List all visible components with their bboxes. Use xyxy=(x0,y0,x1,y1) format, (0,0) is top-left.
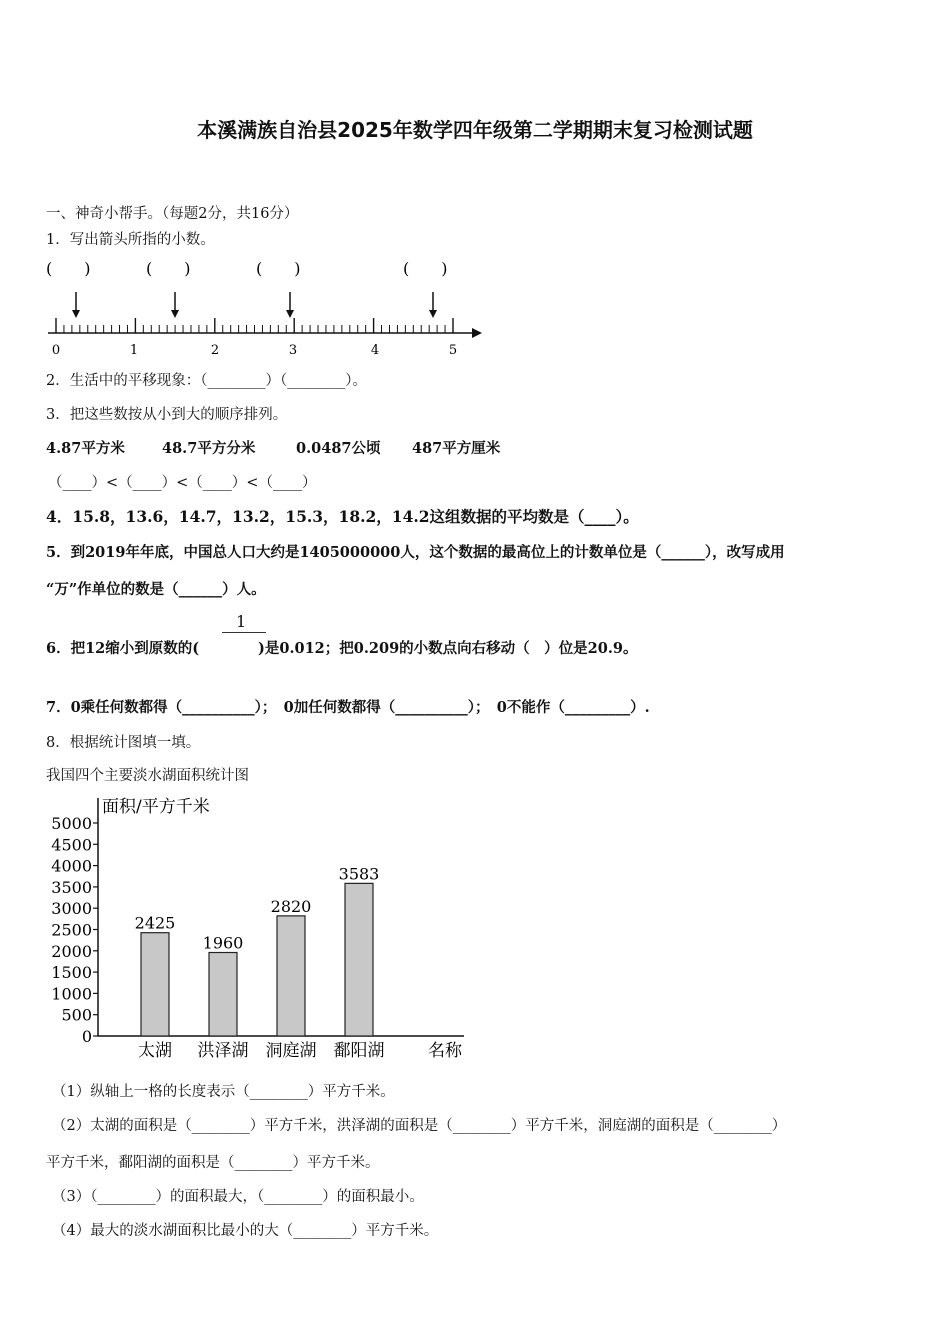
item-1: 4.87平方米 xyxy=(46,440,125,457)
fraction-numerator: 1 xyxy=(236,612,247,631)
category-label-3: 洞庭湖 xyxy=(265,1041,317,1061)
question-8-part-4: （4）最大的淡水湖面积比最小的大（________）平方千米。 xyxy=(52,1223,439,1239)
question-3: 3．把这些数按从小到大的顺序排列。 xyxy=(46,407,288,423)
bars xyxy=(135,864,385,1061)
bar-value-label-3: 2820 xyxy=(270,896,312,916)
chart-title: 我国四个主要淡水湖面积统计图 xyxy=(46,768,249,784)
bar-value-label-2: 1960 xyxy=(202,933,244,953)
arrow-1 xyxy=(72,292,80,318)
answer-blank-2: ( ) xyxy=(146,259,191,278)
item-4: 487平方厘米 xyxy=(412,440,501,457)
tick-label-2: 2 xyxy=(210,343,220,358)
category-label-2: 洪泽湖 xyxy=(197,1041,249,1061)
tick-label-5: 5 xyxy=(448,343,458,358)
y-axis-label: 面积/平方千米 xyxy=(102,797,210,817)
question-1: 1．写出箭头所指的小数。 xyxy=(46,232,215,248)
number-line xyxy=(40,255,490,360)
bar-chart xyxy=(40,790,480,1065)
x-axis-label: 名称 xyxy=(428,1041,462,1061)
y-tick-label: 2500 xyxy=(51,920,92,940)
question-8: 8．根据统计图填一填。 xyxy=(46,735,201,751)
y-tick-label: 4500 xyxy=(51,835,92,855)
y-tick-label: 0 xyxy=(81,1027,92,1046)
y-tick-label: 4000 xyxy=(51,856,92,876)
arrow-2 xyxy=(171,292,179,318)
question-5-line-2: “万”作单位的数是（______）人。 xyxy=(46,581,266,598)
y-tick-label: 2000 xyxy=(51,941,92,961)
question-2: 2．生活中的平移现象：（________）（________）。 xyxy=(46,373,367,389)
question-8-part-3: （3）（________）的面积最大，（________）的面积最小。 xyxy=(52,1189,424,1205)
question-8-part-1: （1）纵轴上一格的长度表示（________）平方千米。 xyxy=(52,1084,395,1100)
tick-label-0: 0 xyxy=(51,343,61,358)
bar-value-label-4: 3583 xyxy=(338,864,380,884)
tick-label-4: 4 xyxy=(370,343,380,358)
section-heading: 一、神奇小帮手。（每题2分，共16分） xyxy=(46,206,299,222)
y-tick-label: 5000 xyxy=(51,814,92,833)
bar-value-label-1: 2425 xyxy=(134,913,176,933)
answer-blank-3: ( ) xyxy=(256,259,301,278)
y-tick-label: 3000 xyxy=(51,899,92,919)
category-label-1: 太湖 xyxy=(138,1041,172,1061)
question-6-end: )是0.012；把0.209的小数点向右移动（ ）位是20.9。 xyxy=(258,640,638,657)
answer-blank-4: ( ) xyxy=(403,259,448,278)
fraction-bar xyxy=(222,632,266,633)
category-label-4: 鄱阳湖 xyxy=(333,1041,385,1061)
y-tick-label: 500 xyxy=(61,1005,92,1025)
bar-1 xyxy=(141,933,169,1036)
tick-label-3: 3 xyxy=(288,343,298,358)
bar-4 xyxy=(345,883,373,1036)
item-3: 0.0487公顷 xyxy=(296,440,381,457)
question-7: 7．0乘任何数都得（__________）； 0加任何数都得（__________）； 0不能作（_________）. xyxy=(46,699,650,716)
tick-label-1: 1 xyxy=(129,343,139,358)
question-4: 4．15.8，13.6，14.7，13.2，15.3，18.2，14.2这组数据的平均数是（____）。 xyxy=(46,507,639,526)
question-8-part-2-line-1: （2）太湖的面积是（________）平方千米，洪泽湖的面积是（________）平方千米，洞庭湖的面积是（________） xyxy=(52,1118,787,1134)
page-title: 本溪满族自治县2025年数学四年级第二学期期末复习检测试题 xyxy=(197,118,753,142)
bar-2 xyxy=(209,953,237,1036)
item-2: 48.7平方分米 xyxy=(162,440,256,457)
question-8-part-2-line-2: 平方千米，鄱阳湖的面积是（________）平方千米。 xyxy=(46,1155,380,1171)
answer-blank-1: ( ) xyxy=(46,259,91,278)
bar-3 xyxy=(277,916,305,1036)
question-6-start: 6．把12缩小到原数的( xyxy=(46,640,200,657)
y-tick-label: 1000 xyxy=(51,984,92,1004)
arrow-4 xyxy=(429,292,437,318)
y-tick-label: 1500 xyxy=(51,963,92,983)
y-tick-label: 3500 xyxy=(51,877,92,897)
order-blanks: （____）<（____）<（____）<（____） xyxy=(48,475,317,491)
arrow-3 xyxy=(286,292,294,318)
axis-arrowhead xyxy=(472,328,482,338)
question-5-line-1: 5．到2019年年底，中国总人口大约是1405000000人，这个数据的最高位上的计数单位是（______），改写成用 xyxy=(46,544,785,561)
tick-marks xyxy=(56,318,453,333)
y-ticks xyxy=(51,814,98,1046)
